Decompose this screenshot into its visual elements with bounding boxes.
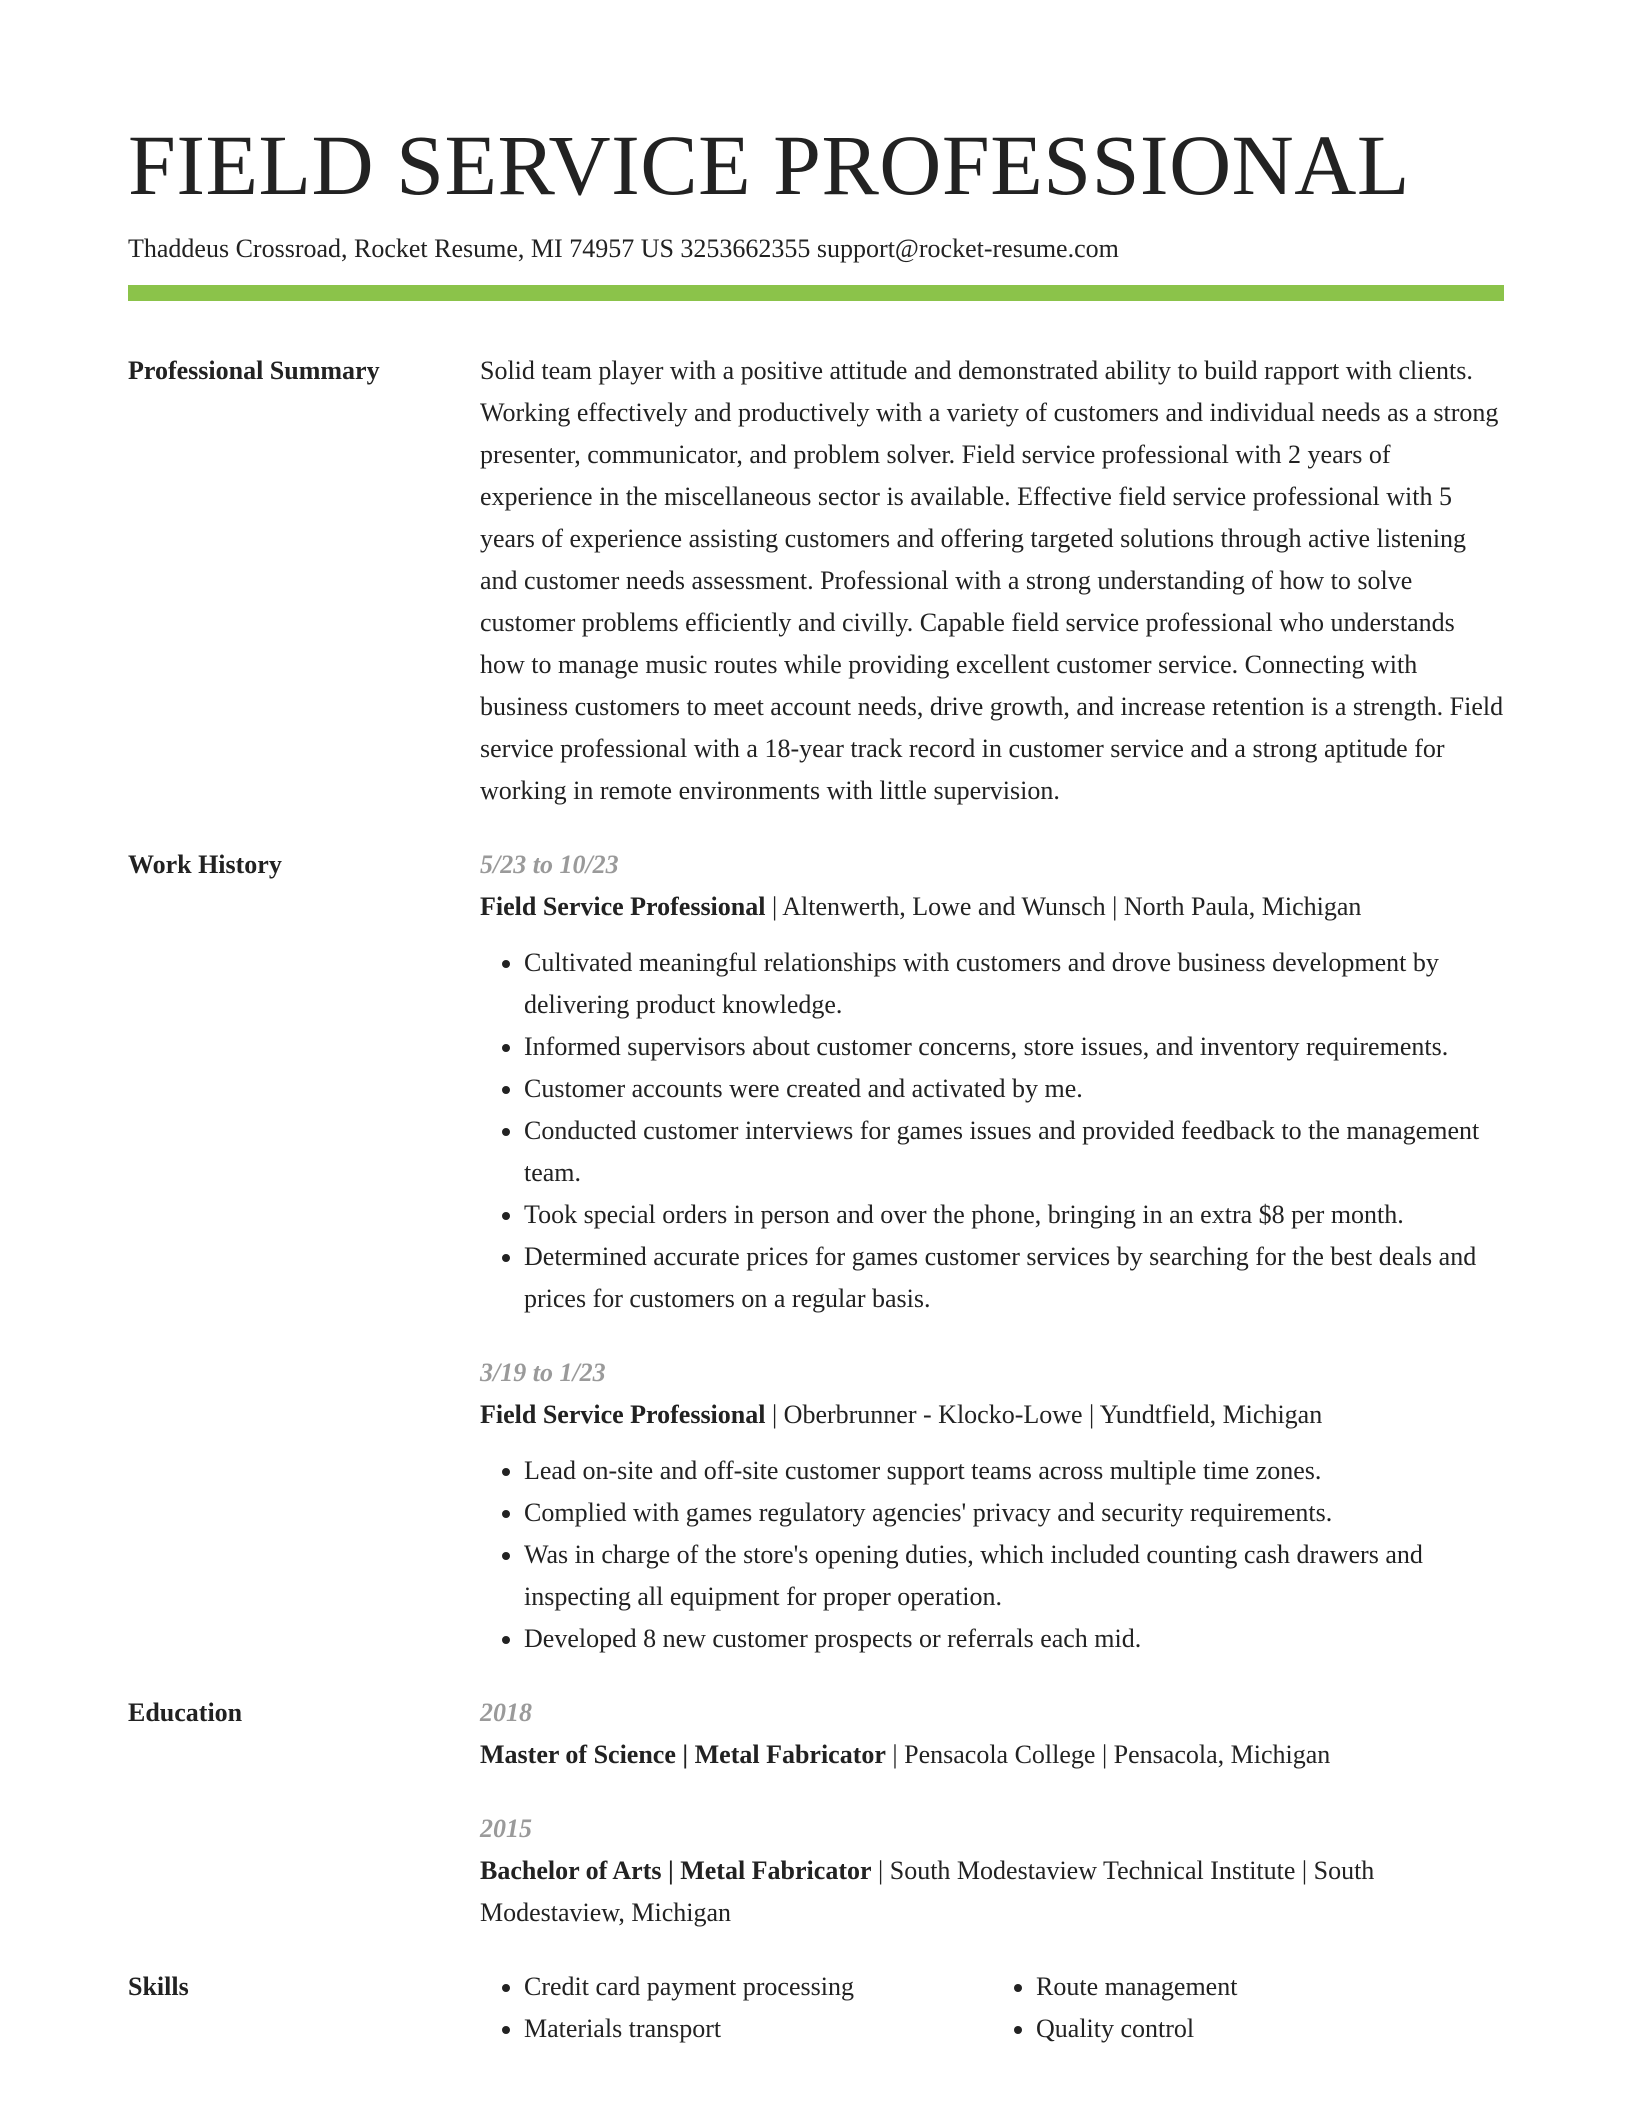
skills-content xyxy=(480,1966,1504,2050)
education-section xyxy=(128,1692,1504,1934)
skill-item: • Route management xyxy=(1036,1966,1504,2008)
education-heading xyxy=(480,1850,1504,1934)
education-year: 2018 xyxy=(480,1698,532,1727)
job-bullet: • Conducted customer interviews for games issues and provided feedback to the management team. xyxy=(524,1110,1504,1194)
education-entry xyxy=(480,1692,1504,1776)
job-bullet: • Developed 8 new customer prospects or referrals each mid. xyxy=(524,1618,1504,1660)
job-entry xyxy=(480,1352,1504,1660)
work-history-section xyxy=(128,844,1504,1660)
skill-item: • Quality control xyxy=(1036,2008,1504,2050)
summary-text: Solid team player with a positive attitude and demonstrated ability to build rapport with clients. Working effectively and productively with a variety of customers and individual needs as a strong presenter, communicator, and problem solver. Field service professional with 2 years of experience in the miscellaneous sector is available. Effective field service professional with 5 years of experience assisting customers and offering targeted solutions through active listening and customer needs assessment. Professional with a strong understanding of how to solve customer problems efficiently and civilly. Capable field service professional who understands how to manage music routes while providing excellent customer service. Connecting with business customers to meet account needs, drive growth, and increase retention is a strength. Field service professional with a 18-year track record in customer service and a strong aptitude for working in remote environments with little supervision. xyxy=(480,356,1504,805)
job-bullet: • Customer accounts were created and activated by me. xyxy=(524,1068,1504,1110)
resume-sections xyxy=(128,350,1504,2050)
skills-section xyxy=(128,1966,1504,2050)
job-dates: 3/19 to 1/23 xyxy=(480,1358,606,1387)
skills-list-left xyxy=(480,1966,992,2050)
summary-content xyxy=(480,350,1504,812)
job-title: Field Service Professional xyxy=(480,892,766,921)
degree: Master of Science | Metal Fabricator xyxy=(480,1740,886,1769)
job-title: Field Service Professional xyxy=(480,1400,766,1429)
work-history-content xyxy=(480,844,1504,1660)
degree: Bachelor of Arts | Metal Fabricator xyxy=(480,1856,872,1885)
section-label-work-history: Work History xyxy=(128,850,282,879)
job-bullet: • Was in charge of the store's opening duties, which included counting cash drawers and inspecting all equipment for proper operation. xyxy=(524,1534,1504,1618)
job-bullet: • Lead on-site and off-site customer support teams across multiple time zones. xyxy=(524,1450,1504,1492)
job-bullet: • Determined accurate prices for games customer services by searching for the best deals and prices for customers on a regular basis. xyxy=(524,1236,1504,1320)
school-details: | Pensacola College | Pensacola, Michigan xyxy=(885,1740,1331,1769)
job-heading xyxy=(480,1394,1504,1436)
job-bullet: • Informed supervisors about customer concerns, store issues, and inventory requirements. xyxy=(524,1026,1504,1068)
job-bullets xyxy=(480,1450,1504,1660)
job-details: | Oberbrunner - Klocko-Lowe | Yundtfield, Michigan xyxy=(765,1400,1323,1429)
job-bullet: • Complied with games regulatory agencies' privacy and security requirements. xyxy=(524,1492,1504,1534)
job-bullets xyxy=(480,942,1504,1320)
skills-columns xyxy=(480,1966,1504,2050)
education-year: 2015 xyxy=(480,1814,532,1843)
job-bullet: • Cultivated meaningful relationships with customers and drove business development by delivering product knowledge. xyxy=(524,942,1504,1026)
skills-list-right xyxy=(992,1966,1504,2050)
section-label-education: Education xyxy=(128,1698,243,1727)
school-details: | South Modestaview Technical Institute | South Modestaview, Michigan xyxy=(480,1856,1375,1927)
contact-line: Thaddeus Crossroad, Rocket Resume, MI 74957 US 3253662355 support@rocket-resume.com xyxy=(128,234,1119,263)
job-heading xyxy=(480,886,1504,928)
job-entry xyxy=(480,844,1504,1320)
section-label-skills: Skills xyxy=(128,1972,189,2001)
job-bullet: • Took special orders in person and over the phone, bringing in an extra $8 per month. xyxy=(524,1194,1504,1236)
education-entry xyxy=(480,1808,1504,1934)
skill-item: • Materials transport xyxy=(524,2008,992,2050)
job-dates: 5/23 to 10/23 xyxy=(480,850,619,879)
summary-section xyxy=(128,350,1504,812)
job-details: | Altenwerth, Lowe and Wunsch | North Paula, Michigan xyxy=(765,892,1362,921)
skill-item: • Credit card payment processing xyxy=(524,1966,992,2008)
section-label-summary: Professional Summary xyxy=(128,356,380,385)
accent-divider xyxy=(128,285,1504,301)
education-heading xyxy=(480,1734,1504,1776)
education-content xyxy=(480,1692,1504,1934)
resume-title: FIELD SERVICE PROFESSIONAL xyxy=(128,117,1410,213)
